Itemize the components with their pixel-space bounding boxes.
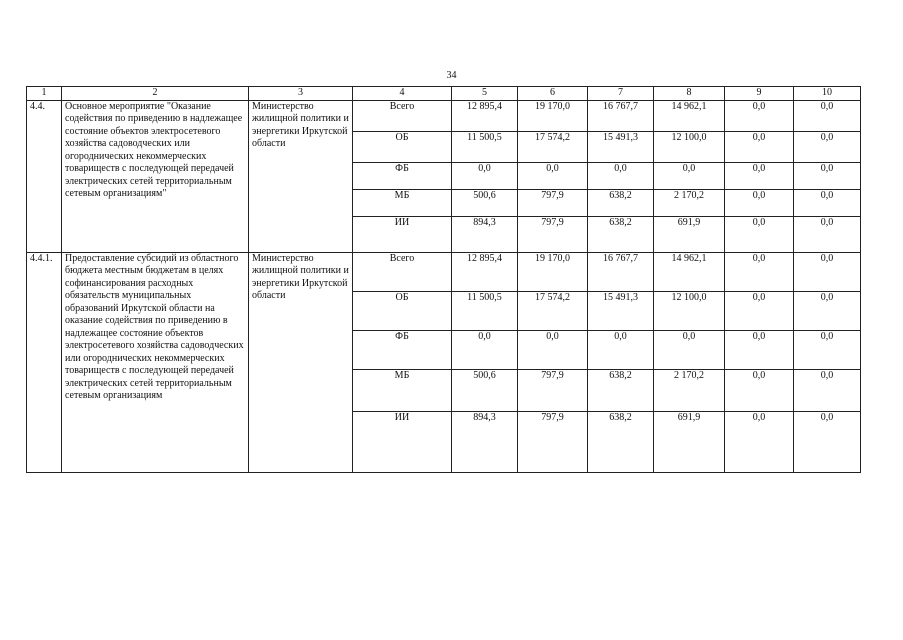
header-cell: 4 [353,87,452,101]
value-cell: 797,9 [518,189,588,216]
value-cell: 638,2 [588,216,654,252]
value-cell: 0,0 [725,100,794,131]
value-cell: 17 574,2 [518,131,588,162]
value-cell: 14 962,1 [654,100,725,131]
value-cell: 0,0 [654,162,725,189]
value-cell: 14 962,1 [654,252,725,291]
funding-source: ОБ [353,291,452,330]
funding-source: ИИ [353,411,452,472]
value-cell: 797,9 [518,411,588,472]
header-cell: 6 [518,87,588,101]
value-cell: 0,0 [725,216,794,252]
value-cell: 0,0 [725,369,794,411]
funding-source: ИИ [353,216,452,252]
funding-source: МБ [353,189,452,216]
header-cell: 2 [62,87,249,101]
item-name: Основное мероприятие "Оказание содействия по приведению в надлежащее состояние объектов электросетевого хозяйства садоводческих или огороднических некоммерческих товариществ с последующей передачей электрических сетей территориальным сетевым организациям" [62,100,249,252]
value-cell: 0,0 [794,162,861,189]
value-cell: 691,9 [654,411,725,472]
value-cell: 19 170,0 [518,100,588,131]
value-cell: 638,2 [588,411,654,472]
value-cell: 0,0 [725,291,794,330]
value-cell: 797,9 [518,369,588,411]
value-cell: 2 170,2 [654,369,725,411]
funding-source: МБ [353,369,452,411]
value-cell: 0,0 [725,411,794,472]
value-cell: 15 491,3 [588,131,654,162]
value-cell: 12 100,0 [654,131,725,162]
value-cell: 0,0 [725,131,794,162]
value-cell: 0,0 [794,216,861,252]
item-code: 4.4.1. [27,252,62,472]
value-cell: 12 895,4 [452,100,518,131]
value-cell: 638,2 [588,369,654,411]
value-cell: 500,6 [452,369,518,411]
value-cell: 797,9 [518,216,588,252]
value-cell: 691,9 [654,216,725,252]
value-cell: 12 100,0 [654,291,725,330]
value-cell: 0,0 [794,291,861,330]
value-cell: 0,0 [452,162,518,189]
value-cell: 15 491,3 [588,291,654,330]
value-cell: 0,0 [794,100,861,131]
funding-source: ФБ [353,330,452,369]
funding-source: Всего [353,100,452,131]
value-cell: 2 170,2 [654,189,725,216]
value-cell: 11 500,5 [452,291,518,330]
value-cell: 0,0 [725,189,794,216]
item-executor: Министерство жилищной политики и энергетики Иркутской области [249,252,353,472]
value-cell: 12 895,4 [452,252,518,291]
value-cell: 19 170,0 [518,252,588,291]
value-cell: 16 767,7 [588,100,654,131]
value-cell: 894,3 [452,411,518,472]
header-row [27,87,861,101]
value-cell: 0,0 [725,252,794,291]
value-cell: 0,0 [518,162,588,189]
header-cell: 10 [794,87,861,101]
value-cell: 0,0 [725,330,794,369]
value-cell: 0,0 [794,330,861,369]
funding-source: Всего [353,252,452,291]
table-row [27,252,861,291]
value-cell: 894,3 [452,216,518,252]
header-cell: 9 [725,87,794,101]
header-cell: 3 [249,87,353,101]
value-cell: 0,0 [588,162,654,189]
value-cell: 0,0 [794,252,861,291]
funding-source: ОБ [353,131,452,162]
value-cell: 0,0 [518,330,588,369]
budget-table [26,86,861,473]
header-cell: 7 [588,87,654,101]
header-cell: 1 [27,87,62,101]
value-cell: 0,0 [794,411,861,472]
value-cell: 17 574,2 [518,291,588,330]
item-code: 4.4. [27,100,62,252]
value-cell: 0,0 [794,131,861,162]
header-cell: 5 [452,87,518,101]
item-name: Предоставление субсидий из областного бюджета местным бюджетам в целях софинансирования расходных обязательств муниципальных образований Иркутской области на оказание содействия по приведению в надлежащее состояние объектов электросетевого хозяйства садоводческих или огороднических некоммерческих товариществ с последующей передачей электрических сетей территориальным сетевым организациям [62,252,249,472]
funding-source: ФБ [353,162,452,189]
value-cell: 16 767,7 [588,252,654,291]
table-row [27,100,861,131]
value-cell: 11 500,5 [452,131,518,162]
value-cell: 500,6 [452,189,518,216]
value-cell: 0,0 [794,369,861,411]
item-executor: Министерство жилищной политики и энергетики Иркутской области [249,100,353,252]
value-cell: 0,0 [654,330,725,369]
value-cell: 638,2 [588,189,654,216]
value-cell: 0,0 [452,330,518,369]
header-cell: 8 [654,87,725,101]
value-cell: 0,0 [725,162,794,189]
value-cell: 0,0 [588,330,654,369]
value-cell: 0,0 [794,189,861,216]
page-number: 34 [446,70,457,81]
